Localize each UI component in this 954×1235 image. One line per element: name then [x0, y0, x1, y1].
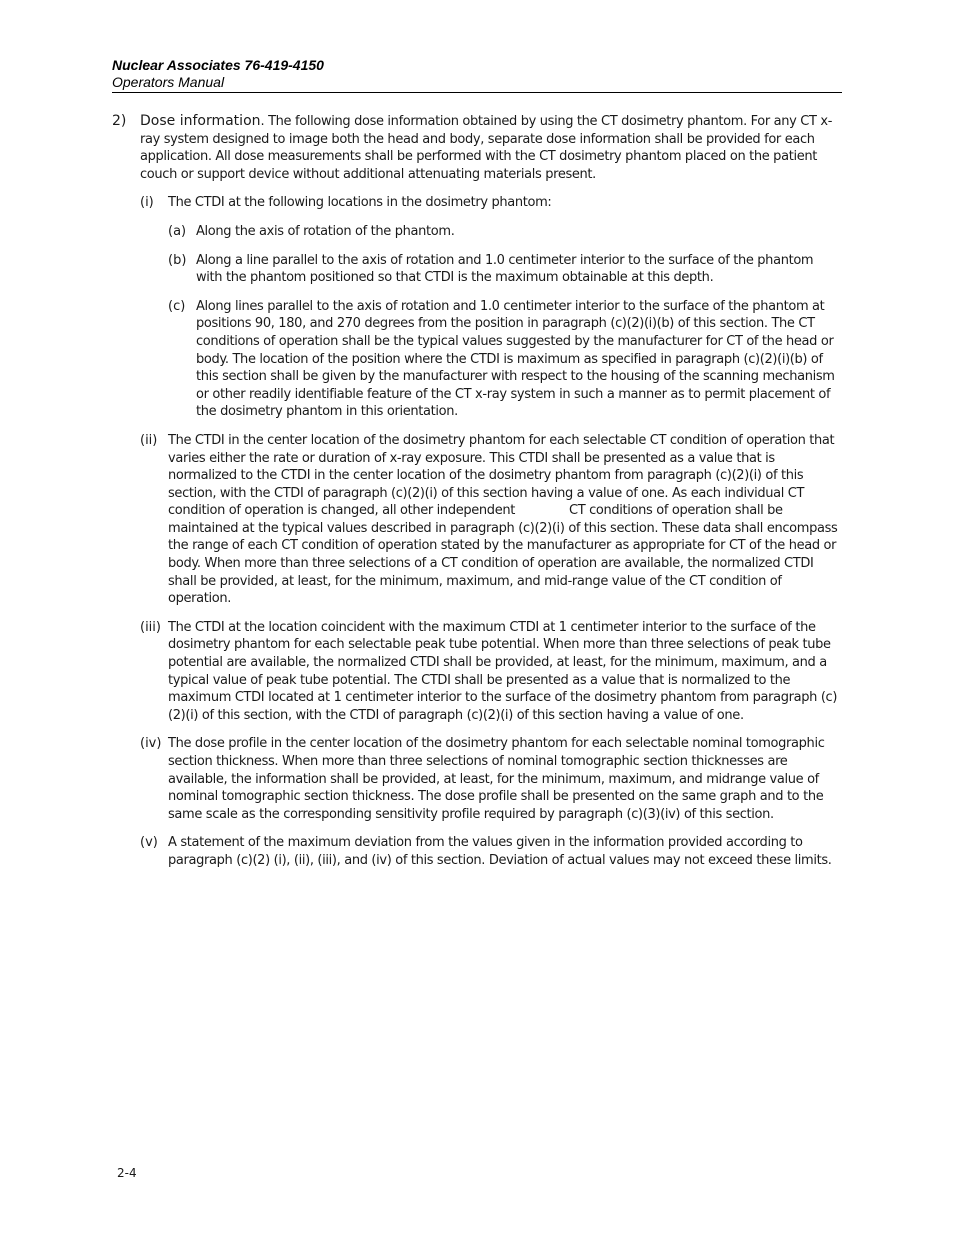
- sub-item-text: Along a line parallel to the axis of rotation and 1.0 centimeter interior to the surface of the phantom with the phantom positioned so that CTDI is the maximum obtainable at this depth.: [196, 252, 814, 286]
- item-text: The CTDI at the following locations in the dosimetry phantom:: [168, 195, 552, 211]
- item-number: (i): [140, 195, 154, 211]
- item-number: (v): [140, 835, 158, 851]
- sub-item-text: Along the axis of rotation of the phantom.: [196, 223, 455, 239]
- item-text: The dose profile in the center location of the dosimetry phantom for each selectable nominal tomographic section thickness. When more than three selections of nominal tomographic section thicknesses are available, the information shall be provided, at least, for the minimum, maximum, and midrange value of nominal tomographic section thickness. The dose profile shall be presented on the same graph and to the same scale as the corresponding sensitivity profile required by paragraph (c)(3)(iv) of this section.: [168, 736, 825, 822]
- item-text-part-a: The CTDI in the center location of the dosimetry phantom for each selectable CT condition of operation that varies either the rate or duration of x-ray exposure. This CTDI shall be presented as a value that is normalized to the CTDI in the center location of the dosimetry phantom from paragraph (c)(2)(i) of this section, with the CTDI of paragraph (c)(2)(i) of this section having a value of one. As each individual CT condition of operation is changed, all other independent: [168, 432, 835, 519]
- section-paragraph: [140, 113, 842, 183]
- list-item-iii: [140, 619, 842, 725]
- item-text-part-b: CT conditions of operation shall be maintained at the typical values described in paragraph (c)(2)(i) of this section. These data shall encompass the range of each CT condition of operation stated by the manufacturer as appropriate for CT of the head or body. When more than three selections of a CT condition of operation are available, the normalized CTDI shall be provided, at least, for the minimum, maximum, and mid-range value of the CT condition of operation.: [168, 503, 838, 607]
- item-number: (iv): [140, 736, 162, 752]
- list-item-i: [140, 194, 842, 212]
- list-item-v: [140, 834, 842, 869]
- sub-item-c: [168, 298, 842, 421]
- document-title: Nuclear Associates 76-419-4150: [112, 57, 324, 73]
- page-header: [112, 57, 842, 93]
- item-text: [168, 432, 842, 608]
- page-number: 2-4: [117, 1166, 137, 1180]
- section-dose-information: [112, 113, 842, 183]
- sub-item-b: [168, 252, 842, 287]
- list-item-iv: [140, 735, 842, 823]
- sub-item-a: [168, 223, 842, 241]
- sub-item-number: (b): [168, 252, 187, 268]
- page-content: [112, 113, 842, 870]
- item-number: (iii): [140, 619, 161, 635]
- list-item-ii: [140, 432, 842, 608]
- sub-item-number: (a): [168, 223, 187, 239]
- sub-item-text: Along lines parallel to the axis of rotation and 1.0 centimeter interior to the surface of the phantom at positions 90, 180, and 270 degrees from the position in paragraph (c)(2)(i)(b) of this section. The CT conditions of operation shall be the typical values suggested by the manufacturer for CT of the head or body. The location of the position where the CTDI is maximum as specified in paragraph (c)(2)(i)(b) of this section shall be given by the manufacturer with respect to the housing of the scanning mechanism or other readily identifiable feature of the CT x-ray system in such a manner as to permit placement of the dosimetry phantom in this orientation.: [196, 298, 835, 420]
- item-number: (ii): [140, 432, 158, 448]
- item-text: The CTDI at the location coincident with the maximum CTDI at 1 centimeter interior to the surface of the dosimetry phantom for each selectable peak tube potential. When more than three selections of peak tube potential are available, the normalized CTDI shall be provided, at least, for the minimum, maximum, and a typical value of peak tube potential. The CTDI shall be presented as a value that is normalized to the maximum CTDI located at 1 centimeter interior to the surface of the dosimetry phantom from paragraph (c)(2)(i) of this section, with the CTDI of paragraph (c)(2)(i) of this section having a value of one.: [168, 619, 838, 723]
- section-heading: Dose information: [140, 113, 261, 129]
- section-number: 2): [112, 113, 127, 129]
- sub-item-number: (c): [168, 298, 186, 314]
- section-intro-text: . The following dose information obtained by using the CT dosimetry phantom. For any CT x-ray system designed to image both the head and body, separate dose information shall be provided for each application. All dose measurements shall be performed with the CT dosimetry phantom placed on the patient couch or support device without additional attenuating materials present.: [140, 114, 833, 182]
- item-text: A statement of the maximum deviation from the values given in the information provided according to paragraph (c)(2) (i), (ii), (iii), and (iv) of this section. Deviation of actual values may not exceed these limits.: [168, 835, 832, 868]
- document-subtitle: Operators Manual: [112, 74, 225, 90]
